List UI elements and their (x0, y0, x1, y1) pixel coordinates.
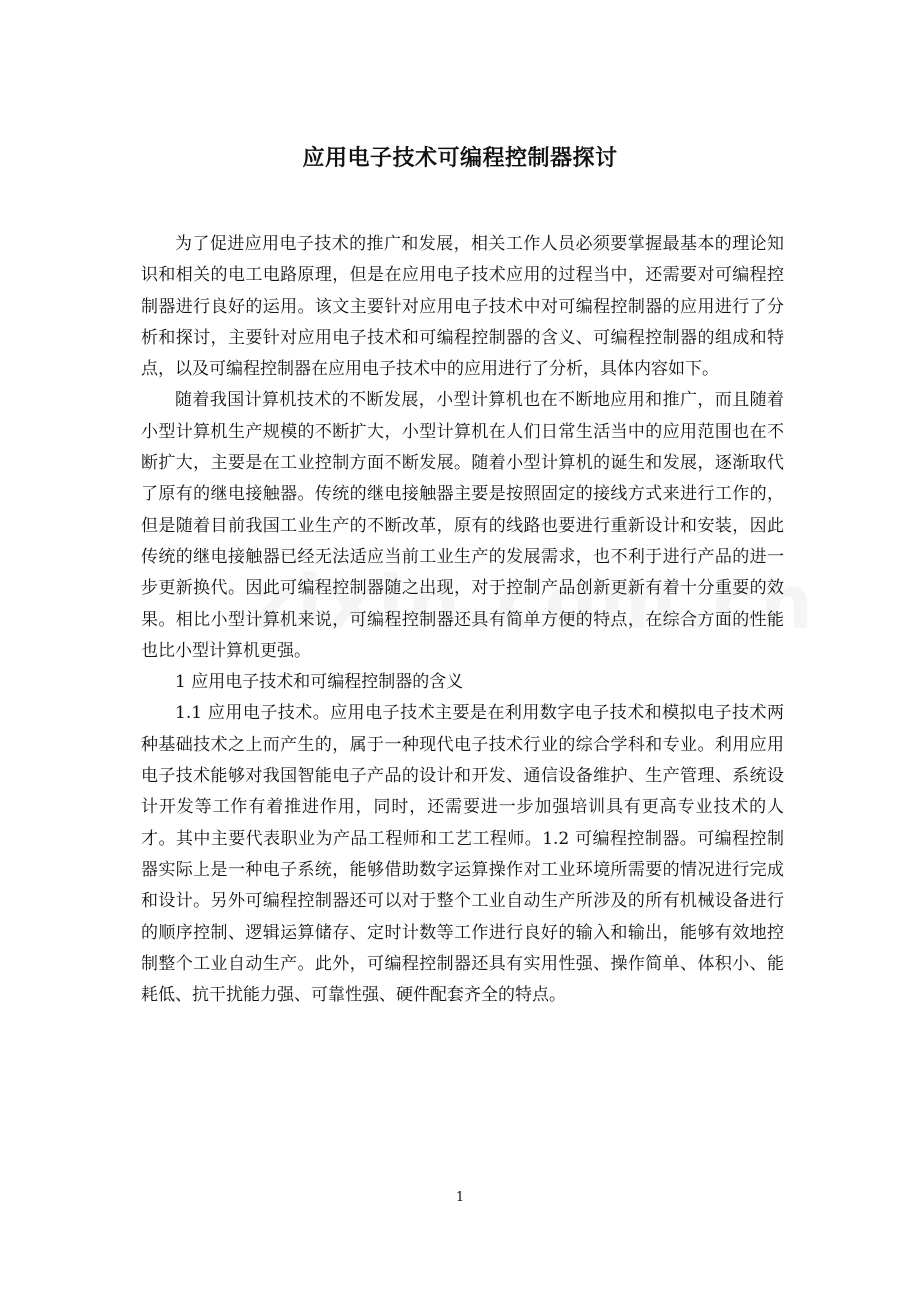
paragraph-background: 随着我国计算机技术的不断发展，小型计算机也在不断地应用和推广，而且随着小型计算机生产规模的不断扩大，小型计算机在人们日常生活当中的应用范围也在不断扩大，主要是在工业控制方面不断发展。随着小型计算机的诞生和发展，逐渐取代了原有的继电接触器。传统的继电接触器主要是按照固定的接线方式来进行工作的，但是随着目前我国工业生产的不断改革，原有的线路也要进行重新设计和安装，因此传统的继电接触器已经无法适应当前工业生产的发展需求，也不利于进行产品的进一步更新换代。因此可编程控制器随之出现，对于控制产品创新更新有着十分重要的效果。相比小型计算机来说，可编程控制器还具有简单方便的特点，在综合方面的性能也比小型计算机更强。 (141, 390, 784, 661)
watermark (250, 560, 670, 646)
document-title: 应用电子技术可编程控制器探讨 (302, 146, 618, 171)
paragraph-section-1-1: 1.1 应用电子技术。应用电子技术主要是在利用数字电子技术和模拟电子技术两种基础技术之上而产生的，属于一种现代电子技术行业的综合学科和专业。利用应用电子技术能够对我国智能电子产品的设计和开发、通信设备维护、生产管理、系统设计开发等工作有着推进作用，同时，还需要进一步加强培训具有更高专业技术的人才。其中主要代表职业为产品工程师和工艺工程师。1.2 可编程控制器。可编程控制器实际上是一种电子系统，能够借助数字运算操作对工业环境所需要的情况进行完成和设计。另外可编程控制器还可以对于整个工业自动生产所涉及的所有机械设备进行的顺序控制、逻辑运算储存、定时计数等工作进行良好的输入和输出，能够有效地控制整个工业自动生产。此外，可编程控制器还具有实用性强、操作简单、体积小、能耗低、抗干扰能力强、可靠性强、硬件配套齐全的特点。 (141, 703, 784, 1006)
paragraph-intro: 为了促进应用电子技术的推广和发展，相关工作人员必须要掌握最基本的理论知识和相关的电工电路原理，但是在应用电子技术应用的过程当中，还需要对可编程控制器进行良好的运用。该文主要针对应用电子技术中对可编程控制器的应用进行了分析和探讨，主要针对应用电子技术和可编程控制器的含义、可编程控制器的组成和特点，以及可编程控制器在应用电子技术中的应用进行了分析，具体内容如下。 (141, 234, 784, 380)
page-number: 1 (455, 1190, 465, 1205)
section-heading-1: 1 应用电子技术和可编程控制器的含义 (175, 672, 464, 693)
